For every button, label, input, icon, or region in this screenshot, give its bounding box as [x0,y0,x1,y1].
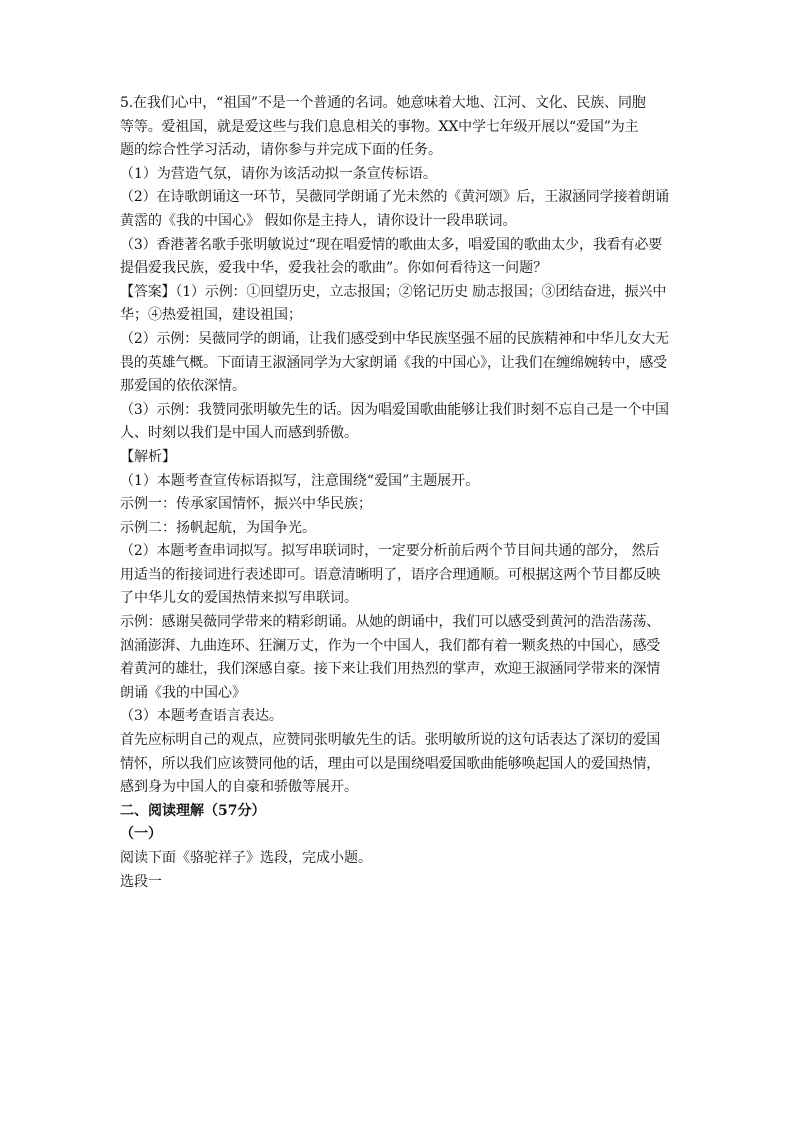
analysis-3-line-3: 感到身为中国人的自豪和骄傲等展开。 [120,779,358,796]
answer-2-line-1: （2）示例：吴薇同学的朗诵，让我们感受到中华民族坚强不屈的民族精神和中华儿女大无 [120,330,669,347]
document-body [120,92,676,894]
analysis-2-example-line-3: 着黄河的雄壮，我们深感自豪。接下来让我们用热烈的掌声，欢迎王淑涵同学带来的深情 [120,661,661,678]
analysis-2-example-line-4: 朗诵《我的中国心》 [120,684,246,701]
answer-line-2: 华；④热爱祖国，建设祖国； [120,307,302,324]
analysis-2-line-3: 了中华儿女的爱国热情来拟写串联词。 [120,590,358,607]
analysis-1-example-2: 示例二：扬帆起航，为国争光。 [120,519,316,536]
question-5-line-2: 等等。爱祖国，就是爱这些与我们息息相关的事物。XX中学七年级开展以“爱国”为主 [120,118,639,135]
answer-2-line-2: 畏的英雄气概。下面请王淑涵同学为大家朗诵《我的中国心》，让我们在缠绵婉转中，感受 [120,354,667,371]
question-5-line-3: 题的综合性学习活动，请你参与并完成下面的任务。 [120,142,442,159]
section-2-heading: 二、阅读理解（57分） [120,802,266,819]
answer-3-line-2: 人、时刻以我们是中国人而感到骄傲。 [120,425,358,442]
task-1: （1）为营造气氛，请你为该活动拟一条宣传标语。 [120,165,437,182]
answer-2-line-3: 那爱国的依依深情。 [120,378,246,395]
task-3-line-2: 提倡爱我民族，爱我中华，爱我社会的歌曲”。你如何看待这一问题？ [120,260,548,277]
analysis-heading: 【解析】 [120,448,176,465]
analysis-3-line-2: 情怀，所以我们应该赞同他的话，理由可以是围绕唱爱国歌曲能够唤起国人的爱国热情， [120,755,661,772]
subsection-1-heading: （一） [120,826,162,843]
analysis-1: （1）本题考查宣传标语拟写，注意围绕“爱国”主题展开。 [120,472,480,489]
analysis-2-example-line-1: 示例：感谢吴薇同学带来的精彩朗诵。从她的朗诵中，我们可以感受到黄河的浩浩荡荡、 [120,614,661,631]
analysis-2-example-line-2: 汹涌澎湃、九曲连环、狂澜万丈，作为一个中国人，我们都有着一颗炙热的中国心，感受 [120,637,661,654]
analysis-2-line-1: （2）本题考查串词拟写。拟写串联词时，一定要分析前后两个节目间共通的部分， 然后 [120,543,660,560]
analysis-1-example-1: 示例一：传承家国情怀，振兴中华民族； [120,496,372,513]
task-3-line-1: （3）香港著名歌手张明敏说过“现在唱爱情的歌曲太多，唱爱国的歌曲太少，我看有必要 [120,236,663,253]
reading-instruction: 阅读下面《骆驼祥子》选段，完成小题。 [120,850,372,866]
excerpt-1-label: 选段一 [120,873,162,890]
answer-3-line-1: （3）示例：我赞同张明敏先生的话。因为唱爱国歌曲能够让我们时刻不忘自己是一个中国 [120,401,669,418]
answer-line-1: 【答案】（1）示例：①回望历史，立志报国；②铭记历史 励志报国；③团结奋进，振兴中 [120,283,667,300]
task-2-line-1: （2）在诗歌朗诵这一环节，吴薇同学朗诵了光未然的《黄河颂》后，王淑涵同学接着朗诵 [120,189,669,206]
analysis-2-line-2: 用适当的衔接词进行表述即可。语意清晰明了，语序合理通顺。可根据这两个节目都反映 [120,566,661,583]
analysis-3: （3）本题考查语言表达。 [120,708,283,725]
question-5-line-1: 5.在我们心中，“祖国”不是一个普通的名词。她意味着大地、江河、文化、民族、同胞 [120,95,646,111]
analysis-3-line-1: 首先应标明自己的观点，应赞同张明敏先生的话。张明敏所说的这句话表达了深切的爱国 [120,732,661,749]
task-2-line-2: 黄霑的《我的中国心》 假如你是主持人，请你设计一段串联词。 [120,212,517,229]
